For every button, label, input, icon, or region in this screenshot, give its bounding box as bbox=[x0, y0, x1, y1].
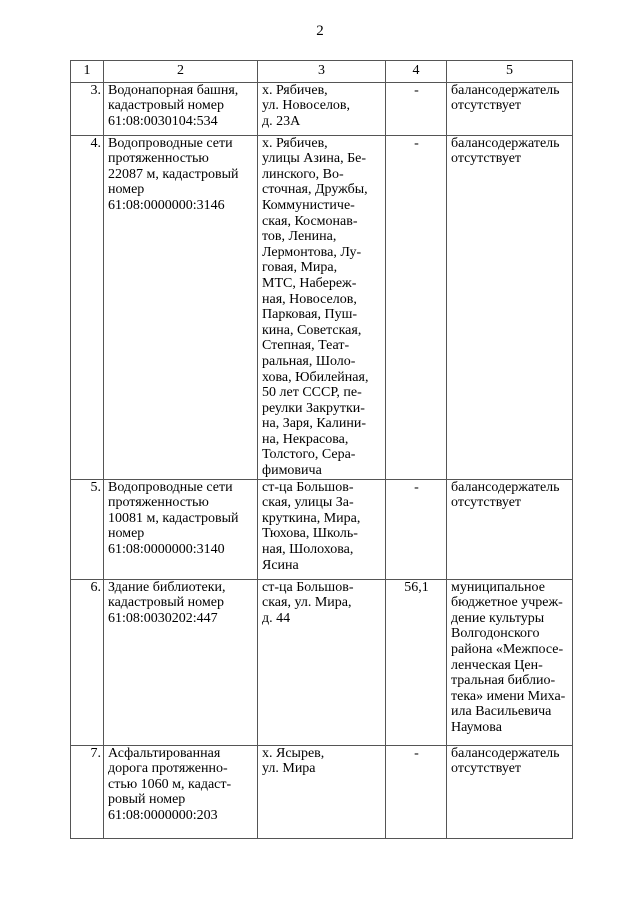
header-col-3: 3 bbox=[258, 61, 386, 83]
table-row bbox=[71, 135, 573, 479]
object-address: ст-ца Большов- ская, ул. Мира, д. 44 bbox=[258, 579, 386, 745]
row-number: 6. bbox=[71, 579, 104, 745]
object-area: - bbox=[386, 82, 447, 135]
page-number: 2 bbox=[316, 23, 324, 39]
row-number: 5. bbox=[71, 479, 104, 579]
balance-holder: балансодержатель отсутствует bbox=[447, 135, 573, 479]
object-area: - bbox=[386, 745, 447, 838]
object-area: 56,1 bbox=[386, 579, 447, 745]
row-number: 4. bbox=[71, 135, 104, 479]
balance-holder: балансодержатель отсутствует bbox=[447, 479, 573, 579]
table-row bbox=[71, 479, 573, 579]
object-address: ст-ца Большов- ская, улицы За- круткина, Мира, Тюхова, Школь- ная, Шолохова, Ясина bbox=[258, 479, 386, 579]
object-address: х. Рябичев, улицы Азина, Бе- линского, Во- сточная, Дружбы, Коммунистиче- ская, Космонав- тов, Ленина, Лермонтова, Лу- говая, Мира, МТС, Набереж- ная, Новоселов, Парковая, Пуш- кина, Советская, Степная, Теат- ральная, Шоло- хова, Юбилейная, 50 лет СССР, пе- реулки Закрутки- на, Заря, Калини- на, Некрасова, Толстого, Сера- фимовича bbox=[258, 135, 386, 479]
row-number: 7. bbox=[71, 745, 104, 838]
balance-holder: балансодержатель отсутствует bbox=[447, 745, 573, 838]
balance-holder: муниципальное бюджетное учреж- дение культуры Волгодонского района «Межпосе- ленческая Цен- тральная библио- тека» имени Миха- ила Васильевича Наумова bbox=[447, 579, 573, 745]
property-table bbox=[70, 60, 573, 839]
object-address: х. Рябичев, ул. Новоселов, д. 23А bbox=[258, 82, 386, 135]
table-row bbox=[71, 579, 573, 745]
table-row bbox=[71, 745, 573, 838]
table-row bbox=[71, 82, 573, 135]
object-name: Водопроводные сети протяженностью 10081 м, кадастровый номер 61:08:0000000:3140 bbox=[104, 479, 258, 579]
row-number: 3. bbox=[71, 82, 104, 135]
object-name: Здание библиотеки, кадастровый номер 61:08:0030202:447 bbox=[104, 579, 258, 745]
balance-holder: балансодержатель отсутствует bbox=[447, 82, 573, 135]
header-col-4: 4 bbox=[386, 61, 447, 83]
object-name: Асфальтированная дорога протяженно- стью 1060 м, кадаст- ровый номер 61:08:0000000:203 bbox=[104, 745, 258, 838]
object-address: х. Ясырев, ул. Мира bbox=[258, 745, 386, 838]
object-area: - bbox=[386, 479, 447, 579]
object-area: - bbox=[386, 135, 447, 479]
table-header-row bbox=[71, 61, 573, 83]
header-col-5: 5 bbox=[447, 61, 573, 83]
object-name: Водонапорная башня, кадастровый номер 61:08:0030104:534 bbox=[104, 82, 258, 135]
header-col-2: 2 bbox=[104, 61, 258, 83]
object-name: Водопроводные сети протяженностью 22087 м, кадастровый номер 61:08:0000000:3146 bbox=[104, 135, 258, 479]
header-col-1: 1 bbox=[71, 61, 104, 83]
